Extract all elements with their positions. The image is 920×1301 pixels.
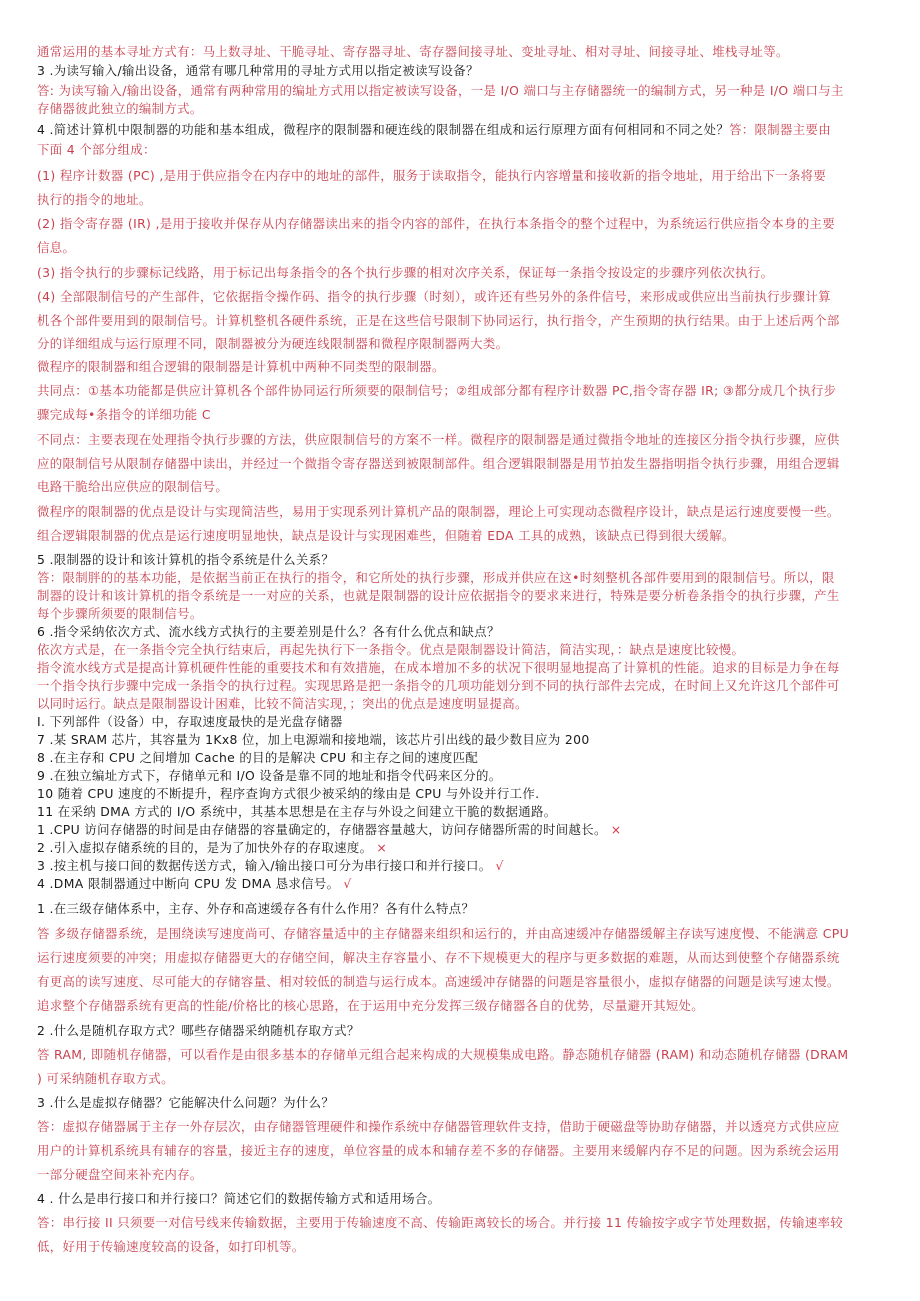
answer-line: (3) 指令执行的步骤标记线路，用于标记出每条指令的各个执行步骤的相对次序关系，保证每一条指令按设定的步骤序列依次执行。 — [37, 265, 774, 280]
answer-line: 微程序的限制器的优点是设计与实现简洁些，易用于实现系列计算机产品的限制器，理论上可实现动态微程序设计，缺点是运行速度要慢一些。 — [37, 504, 840, 519]
answer-line: 应的限制信号从限制存储器中读出，并经过一个微指令寄存器送到被限制部件。组合逻辑限制器是用节拍发生器指明指令执行步骤，用组合逻辑 — [37, 456, 840, 471]
answer-line: 下面 4 个部分组成： — [37, 142, 156, 157]
check-mark-icon: √ — [343, 876, 352, 891]
statement-text: 4 .DMA 限制器通过中断向 CPU 发 DMA 恳求信号。 — [37, 876, 340, 891]
answer-line: 分的详细组成与运行原理不同，限制器被分为硬连线限制器和微程序限制器两大类。 — [37, 336, 509, 351]
answer-line: (2) 指令寄存器 (IR) ,是用于接收并保存从内存储器读出来的指令内容的部件，在执行本条指令的整个过程中，为系统运行供应指令本身的主要 — [37, 216, 836, 231]
question-4-text: 4 .简述计算机中限制器的功能和基本组成，微程序的限制器和硬连线的限制器在组成和运行原理方面有何相同和不同之处？ — [37, 122, 730, 137]
answer-line: 信息。 — [37, 240, 76, 255]
answer-line: 制器的设计和该计算机的指令系统是一一对应的关系，也就是限制器的设计应依据指令的要求来进行，特殊是要分析卷条指令的执行步骤，产生 — [37, 588, 840, 603]
answer-line: 一个指令执行步骤中完成一条指令的执行过程。实现思路是把一条指令的几项功能划分到不同的执行部件去完成，在时间上又允许这几个部件可 — [37, 678, 840, 693]
statement: 8 .在主存和 CPU 之间增加 Cache 的目的是解决 CPU 和主存之间的速度匹配 — [37, 750, 479, 765]
statement: 9 .在独立编址方式下，存储单元和 I/O 设备是靠不同的地址和指令代码来区分的。 — [37, 768, 502, 783]
answer-line: 追求整个存储器系统有更高的性能/价格比的核心思路，在于运用中充分发挥三级存储器各自的优势，尽量避开其短处。 — [37, 998, 705, 1013]
statement: 10 随着 CPU 速度的不断提升，程序查询方式很少被采纳的缘由是 CPU 与外设并行工作. — [37, 786, 540, 801]
question-mem-2: 2 .什么是随机存取方式？哪些存储器采纳随机存取方式？ — [37, 1023, 360, 1038]
statement-text: 1 .CPU 访问存储器的时间是由存储器的容量确定的，存储器容量越大，访问存储器所需的时间越长。 — [37, 822, 607, 837]
statement: 7 .某 SRAM 芯片，其容量为 1Kx8 位，加上电源端和接地端，该芯片引出线的最少数目应为 200 — [37, 732, 590, 747]
answer-line: 微程序的限制器和组合逻辑的限制器是计算机中两种不同类型的限制器。 — [37, 359, 445, 374]
answer-line: 答 RAM, 即随机存储器，可以看作是由很多基本的存储单元组合起来构成的大规模集成电路。静态随机存储器 (RAM) 和动态随机存储器 (DRAM — [37, 1047, 849, 1062]
answer-line: 依次方式是，在一条指令完全执行结束后，再起先执行下一条指令。优点是限制器设计简洁，简洁实现，：缺点是速度比较慢。 — [37, 642, 745, 657]
answer-start: 答：限制器主要由 — [729, 122, 831, 137]
question-3: 3 .为读写输入/输出设备，通常有哪几种常用的寻址方式用以指定被读写设备？ — [37, 63, 479, 78]
answer-line: 用户的计算机系统具有辅存的容量，接近主存的速度，单位容量的成本和辅存差不多的存储器。主要用来缓解内存不足的问题。因为系统会运用 — [37, 1143, 840, 1158]
answer-line: 答: 为读写输入/输出设备，通常有两种常用的编址方式用以指定被读写设备，一是 I/O 端口与主存储器统一的编制方式，另一种是 I/O 端口与主 — [37, 83, 844, 98]
answer-line: 以同时运行。缺点是限制器设计困难，比较不简洁实现，；突出的优点是速度明显提高。 — [37, 696, 528, 711]
answer-line: 每个步骤所须要的限制信号。 — [37, 606, 203, 621]
answer-line: 一部分硬盘空间来补充内存。 — [37, 1167, 203, 1182]
answer-line: 有更高的读写速度、尽可能大的存储容量、相对较低的制造与运行成本。高速缓冲存储器的问题是容量很小，虚拟存储器的问题是读写速太慢。 — [37, 974, 840, 989]
statement — [37, 874, 352, 892]
answer-line: 答：虚拟存储器属于主存一外存层次，由存储器管理硬件和操作系统中存储器管理软件支持，借助于硬磁盘等协助存储器，并以透亮方式供应应 — [37, 1119, 840, 1134]
answer-line: 低，好用于传输速度较高的设备，如打印机等。 — [37, 1239, 305, 1254]
answer-line: 答 多级存储器系统，是围绕读写速度尚可、存储容量适中的主存储器来组织和运行的，并由高速缓冲存储器缓解主存读写速度慢、不能满意 CPU — [37, 926, 849, 941]
answer-line: 答：串行接 II 只须要一对信号线来传输数据，主要用于传输速度不高、传输距离较长的场合。并行接 11 传输按字或字节处理数据，传输速率较 — [37, 1215, 844, 1230]
answer-line: 不同点：主要表现在处理指令执行步骤的方法，供应限制信号的方案不一样。微程序的限制器是通过微指令地址的连接区分指令执行步骤，应供 — [37, 432, 840, 447]
statement: 11 在采纳 DMA 方式的 I/O 系统中，其基本思想是在主存与外设之间建立干脆的数据通路。 — [37, 804, 557, 819]
statement-text: 2 .引入虚拟存储系统的目的，是为了加快外存的存取速度。 — [37, 840, 373, 855]
check-mark-icon: √ — [495, 858, 504, 873]
question-4 — [37, 120, 831, 138]
answer-line: 答：限制胖的的基本功能，是依据当前正在执行的指令，和它所处的执行步骤，形成并供应在这•时刻整机各部件要用到的限制信号。所以，限 — [37, 570, 835, 585]
answer-line: 通常运用的基本寻址方式有：马上数寻址、干脆寻址、寄存器寻址、寄存器间接寻址、变址寻址、相对寻址、间接寻址、堆栈寻址等。 — [37, 44, 789, 59]
question-5: 5 .限制器的设计和该计算机的指令系统是什么关系？ — [37, 552, 335, 567]
question-mem-4: 4 . 什么是串行接口和并行接口？简述它们的数据传输方式和适用场合。 — [37, 1191, 441, 1206]
answer-line: 指令流水线方式是提高计算机硬件性能的重要技术和有效措施，在成本增加不多的状况下很明显地提高了计算机的性能。追求的目标是力争在每 — [37, 660, 840, 675]
cross-mark-icon: × — [376, 840, 388, 855]
answer-line: 执行的指令的地址。 — [37, 192, 152, 207]
answer-line: 运行速度须要的冲突；用虚拟存储器更大的存储空间，解决主存容量小、存不下规模更大的程序与更多数据的难题，从而达到使整个存储器系统 — [37, 950, 840, 965]
question-mem-3: 3 .什么是虚拟存储器？它能解决什么问题？为什么？ — [37, 1095, 335, 1110]
answer-line: 共同点：①基本功能都是供应计算机各个部件协同运行所须要的限制信号；②组成部分都有程序计数器 PC,指令寄存器 IR; ③都分成几个执行步 — [37, 383, 837, 398]
answer-line: 电路干脆给出应供应的限制信号。 — [37, 479, 229, 494]
answer-line: 机各个部件要用到的限制信号。计算机整机各硬件系统，正是在这些信号限制下协同运行，执行指令，产生预期的执行结果。由于上述后两个部 — [37, 313, 840, 328]
answer-line: 存储器彼此独立的编制方式。 — [37, 101, 203, 116]
cross-mark-icon: × — [610, 822, 622, 837]
statement — [37, 838, 387, 856]
answer-line: ) 可采纳随机存取方式。 — [37, 1071, 174, 1086]
question-mem-1: 1 .在三级存储体系中，主存、外存和高速缓存各有什么作用？各有什么特点？ — [37, 901, 475, 916]
statement — [37, 820, 621, 838]
answer-line: 骤完成每•条指令的详细功能 C — [37, 407, 211, 422]
answer-line: (4) 全部限制信号的产生部件，它依据指令操作码、指令的执行步骤（时刻），或许还有些另外的条件信号，来形成或供应出当前执行步骤计算 — [37, 289, 831, 304]
statement: I. 下列部件（设备）中，存取速度最快的是光盘存储器 — [37, 714, 343, 729]
answer-line: (1) 程序计数器 (PC) ,是用于供应指令在内存中的地址的部件，服务于读取指令，能执行内容增量和接收新的指令地址，用于给出下一条将要 — [37, 168, 827, 183]
statement — [37, 856, 504, 874]
question-6: 6 .指令采纳依次方式、流水线方式执行的主要差别是什么？各有什么优点和缺点？ — [37, 624, 500, 639]
statement-text: 3 .按主机与接口间的数据传送方式，输入/输出接口可分为串行接口和并行接口。 — [37, 858, 492, 873]
answer-line: 组合逻辑限制器的优点是运行速度明显地快，缺点是设计与实现困难些，但随着 EDA 工具的成熟，该缺点已得到很大缓解。 — [37, 528, 735, 543]
